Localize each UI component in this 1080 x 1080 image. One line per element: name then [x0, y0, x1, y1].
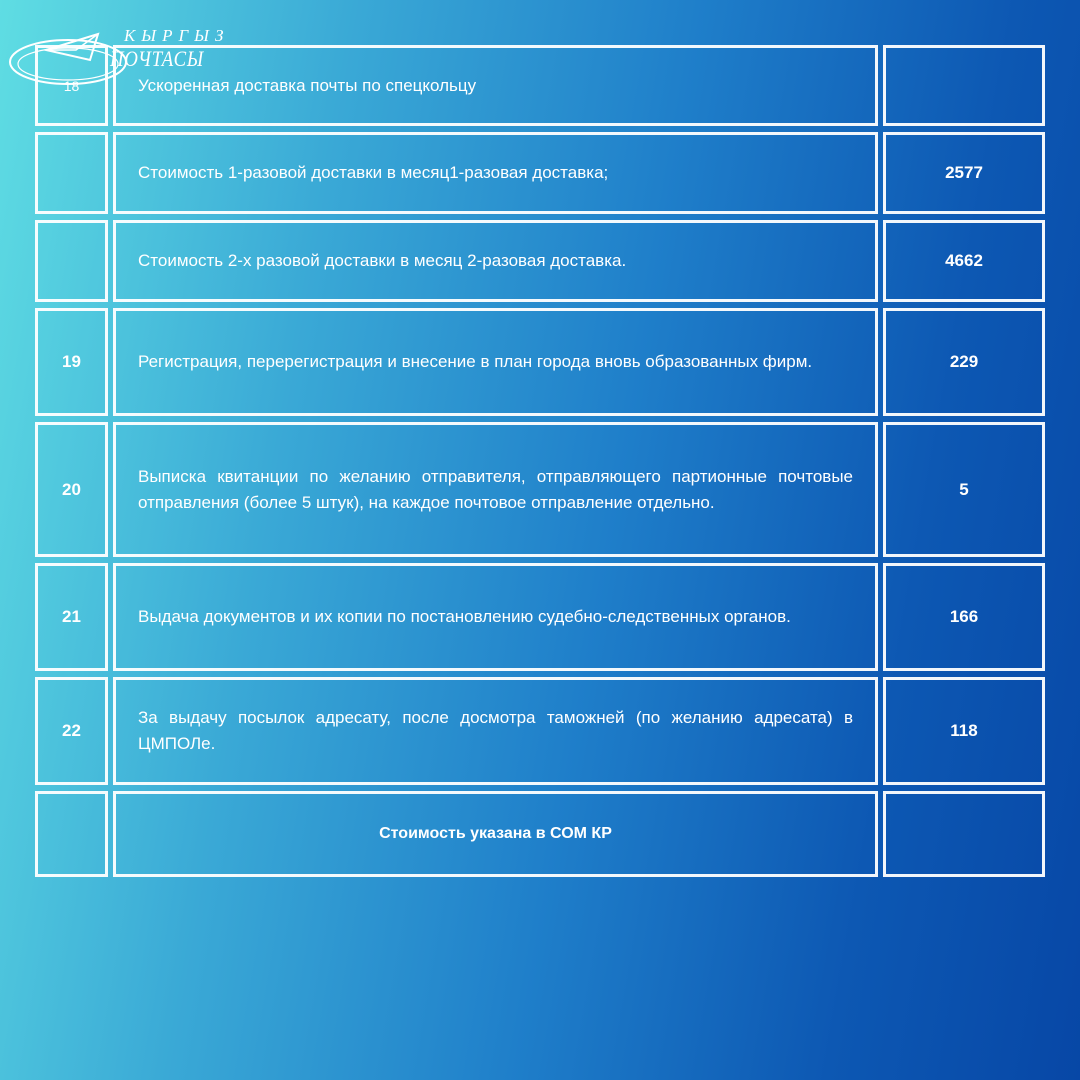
row-value: 2577: [945, 163, 983, 182]
row-value-cell: [883, 422, 1045, 557]
row-value: 166: [949, 607, 979, 626]
row-number-cell: [35, 220, 108, 302]
row-value-cell: [883, 132, 1045, 214]
row-value: 118: [950, 721, 978, 740]
row-number-cell: [35, 791, 108, 877]
row-value-cell: [883, 563, 1045, 671]
row-description: За выдачу посылок адресату, после досмотра таможней (по желанию адресата) в ЦМПОЛе.: [138, 708, 853, 753]
row-number: 20: [62, 479, 81, 499]
logo-text-kyrgyz: КЫРГЫЗ: [124, 26, 230, 45]
row-number: 22: [62, 721, 81, 740]
row-value: 229: [949, 352, 979, 371]
row-description-cell: [113, 308, 878, 416]
currency-note-cell: [113, 791, 878, 877]
row-number-cell: [35, 132, 108, 214]
row-description-cell: [113, 563, 878, 671]
row-number-cell: [35, 422, 108, 557]
row-description: Выписка квитанции по желанию отправителя, отправляющего партионные почтовые отправления (более 5 штук), на каждое почтовое отправление отдельно.: [138, 466, 853, 512]
row-value-cell: [883, 677, 1045, 785]
row-number-cell: [35, 308, 108, 416]
row-number-cell: [35, 677, 108, 785]
row-number: 18: [63, 77, 80, 94]
row-description-cell: [113, 220, 878, 302]
row-description: Выдача документов и их копии по постановлению судебно-следственных органов.: [138, 607, 791, 626]
row-value: 4662: [945, 251, 983, 270]
row-description: Регистрация, перерегистрация и внесение в план города вновь образованных фирм.: [138, 352, 813, 371]
kyrgyz-pochtasy-logo: [6, 20, 236, 100]
logo-text-pochtasy: ПОЧТАСЫ: [110, 46, 205, 71]
row-number: 19: [62, 352, 81, 371]
row-description-cell: [113, 677, 878, 785]
row-description: Стоимость 2-х разовой доставки в месяц 2-разовая доставка.: [138, 251, 627, 270]
row-value-cell: [883, 791, 1045, 877]
row-description: Стоимость 1-разовой доставки в месяц1-разовая доставка;: [138, 163, 609, 182]
row-description: Ускоренная доставка почты по спецкольцу: [138, 75, 477, 95]
row-description-cell: [113, 422, 878, 557]
row-description-cell: [113, 132, 878, 214]
row-value: 5: [959, 479, 969, 499]
row-number-cell: [35, 563, 108, 671]
currency-note: Стоимость указана в СОМ КР: [379, 825, 612, 842]
row-number: 21: [62, 607, 81, 626]
row-value-cell: [883, 220, 1045, 302]
row-value-cell: [883, 308, 1045, 416]
row-value-cell: [883, 45, 1045, 126]
